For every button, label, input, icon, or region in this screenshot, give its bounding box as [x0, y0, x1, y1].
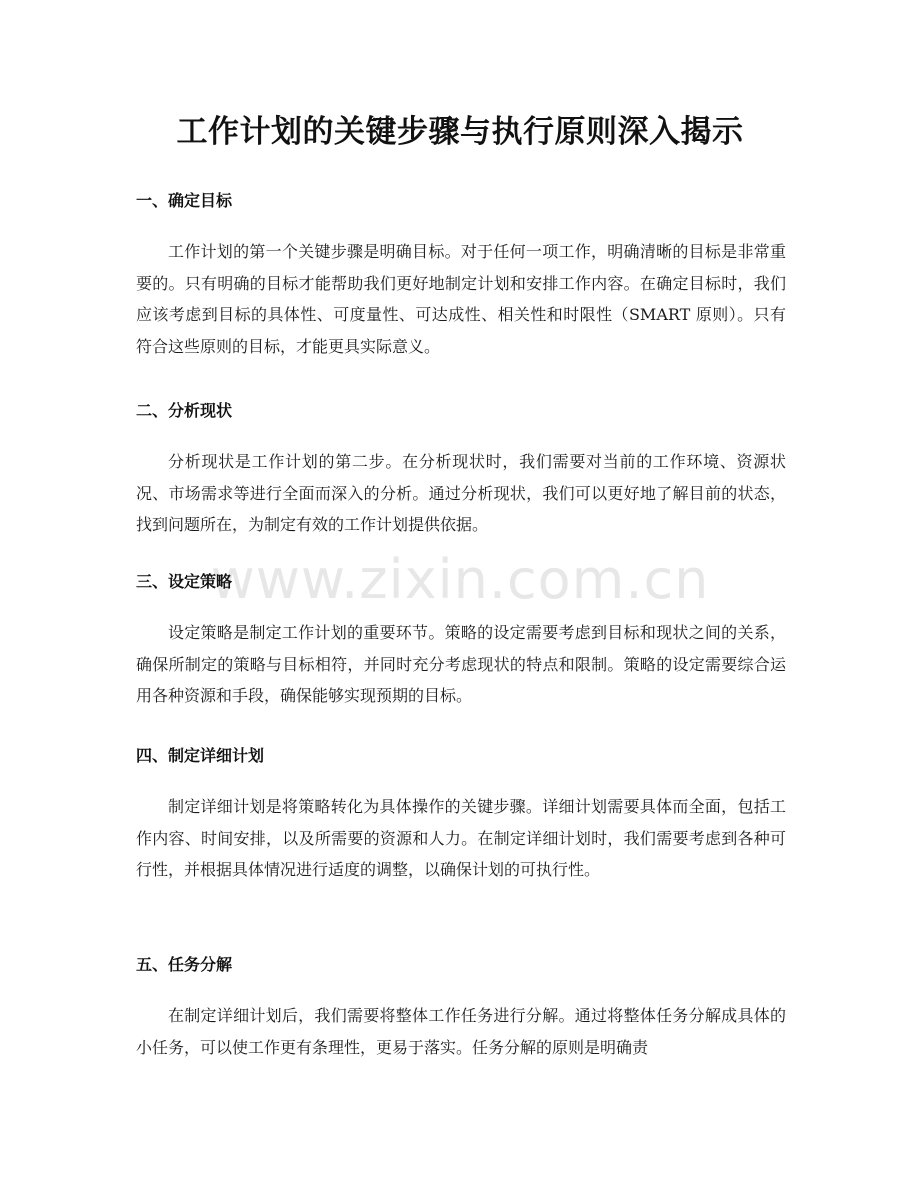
section-body-5: 在制定详细计划后，我们需要将整体工作任务进行分解。通过将整体任务分解成具体的小任务，可以使工作更有条理性，更易于落实。任务分解的原则是明确责	[136, 1006, 786, 1057]
section-heading-4: 四、制定详细计划	[136, 746, 265, 765]
section-heading-3: 三、设定策略	[136, 572, 233, 591]
section-heading-5: 五、任务分解	[136, 955, 233, 974]
document-title: 工作计划的关键步骤与执行原则深入揭示	[176, 114, 744, 150]
section-body-2: 分析现状是工作计划的第二步。在分析现状时，我们需要对当前的工作环境、资源状况、市场需求等进行全面而深入的分析。通过分析现状，我们可以更好地了解目前的状态，找到问题所在，为制定有效的工作计划提供依据。	[136, 452, 786, 534]
section-heading-2: 二、分析现状	[136, 401, 233, 420]
section-heading-1: 一、确定目标	[136, 191, 233, 210]
section-body-3: 设定策略是制定工作计划的重要环节。策略的设定需要考虑到目标和现状之间的关系，确保所制定的策略与目标相符，并同时充分考虑现状的特点和限制。策略的设定需要综合运用各种资源和手段，确保能够实现预期的目标。	[136, 623, 786, 705]
watermark: www.zixin.com.cn	[210, 548, 710, 611]
section-body-1: 工作计划的第一个关键步骤是明确目标。对于任何一项工作，明确清晰的目标是非常重要的。只有明确的目标才能帮助我们更好地制定计划和安排工作内容。在确定目标时，我们应该考虑到目标的具体性、可度量性、可达成性、相关性和时限性（SMART 原则）。只有符合这些原则的目标，才能更具实际意义。	[136, 242, 786, 356]
section-body-4: 制定详细计划是将策略转化为具体操作的关键步骤。详细计划需要具体而全面，包括工作内容、时间安排，以及所需要的资源和人力。在制定详细计划时，我们需要考虑到各种可行性，并根据具体情况进行适度的调整，以确保计划的可执行性。	[136, 797, 786, 879]
